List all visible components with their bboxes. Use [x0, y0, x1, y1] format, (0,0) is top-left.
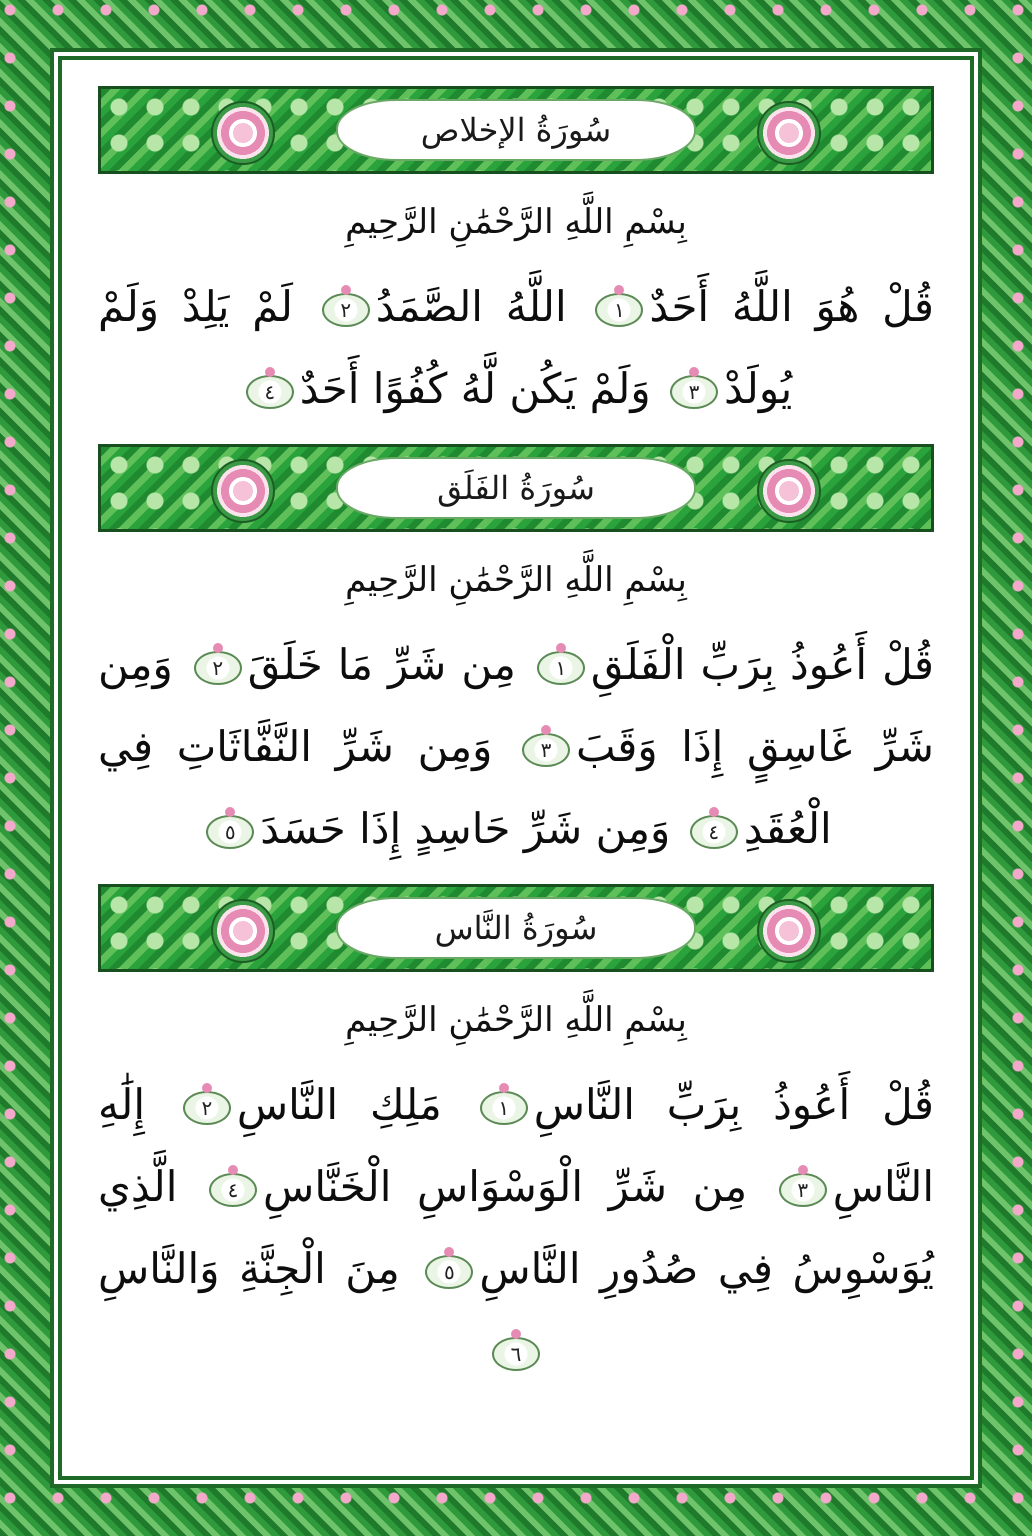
- verse-text: وَمِن شَرِّ غَاسِقٍ إِذَا وَقَبَ: [98, 640, 934, 771]
- ayah-number-marker: ٤: [209, 1173, 257, 1207]
- verse-block: [98, 1064, 934, 1392]
- text-frame: [58, 56, 974, 1480]
- ayah-number-marker: ٦: [492, 1337, 540, 1371]
- verse-text: مَلِكِ النَّاسِ: [236, 1080, 442, 1129]
- surah-header-banner: [98, 444, 934, 532]
- verse-text: إِلَٰهِ النَّاسِ: [98, 1080, 934, 1211]
- basmala: بِسْمِ اللَّهِ الرَّحْمَٰنِ الرَّحِيمِ: [345, 560, 687, 600]
- ayah-number-marker: ٣: [670, 375, 718, 409]
- verse-text: لَمْ يَلِدْ وَلَمْ يُولَدْ: [98, 282, 793, 413]
- ayah-number-marker: ١: [480, 1091, 528, 1125]
- verse-text: قُلْ أَعُوذُ بِرَبِّ النَّاسِ: [533, 1080, 935, 1129]
- rosette-ornament: [211, 899, 275, 963]
- verse-text: مِن شَرِّ الْوَسْوَاسِ الْخَنَّاسِ: [263, 1162, 748, 1211]
- basmala: بِسْمِ اللَّهِ الرَّحْمَٰنِ الرَّحِيمِ: [345, 202, 687, 242]
- verse-text: وَمِن شَرِّ حَاسِدٍ إِذَا حَسَدَ: [260, 804, 671, 853]
- ayah-number-marker: ٣: [779, 1173, 827, 1207]
- surah-header-banner: [98, 86, 934, 174]
- verse-text: مِن شَرِّ مَا خَلَقَ: [247, 640, 516, 689]
- ayah-number-marker: ٥: [206, 815, 254, 849]
- verse-text: اللَّهُ الصَّمَدُ: [375, 282, 567, 331]
- rosette-ornament: [757, 459, 821, 523]
- surah-title: سُورَةُ الإخلاص: [336, 99, 696, 161]
- verse-text: الَّذِي يُوَسْوِسُ فِي صُدُورِ النَّاسِ: [98, 1162, 934, 1293]
- verse-text: مِنَ الْجِنَّةِ وَالنَّاسِ: [98, 1244, 400, 1293]
- ayah-number-marker: ٤: [246, 375, 294, 409]
- ayah-number-marker: ٢: [194, 651, 242, 685]
- ayah-number-marker: ٤: [690, 815, 738, 849]
- verse-text: قُلْ هُوَ اللَّهُ أَحَدٌ: [649, 282, 935, 331]
- rosette-ornament: [757, 899, 821, 963]
- surah-title: سُورَةُ الفَلَق: [336, 457, 696, 519]
- verse-text: وَلَمْ يَكُن لَّهُ كُفُوًا أَحَدٌ: [299, 364, 651, 413]
- rosette-ornament: [211, 101, 275, 165]
- surah-ikhlas: [98, 86, 934, 430]
- surah-header-banner: [98, 884, 934, 972]
- ayah-number-marker: ١: [595, 293, 643, 327]
- verse-text: قُلْ أَعُوذُ بِرَبِّ الْفَلَقِ: [590, 640, 934, 689]
- ayah-number-marker: ١: [537, 651, 585, 685]
- verse-text: وَمِن شَرِّ النَّفَّاثَاتِ فِي الْعُقَدِ: [98, 722, 832, 853]
- rosette-ornament: [211, 459, 275, 523]
- verse-block: [98, 624, 934, 870]
- ayah-number-marker: ٢: [183, 1091, 231, 1125]
- ayah-number-marker: ٣: [522, 733, 570, 767]
- ayah-number-marker: ٥: [425, 1255, 473, 1289]
- surah-nas: [98, 884, 934, 1392]
- verse-block: [98, 266, 934, 430]
- surah-title: سُورَةُ النَّاس: [336, 897, 696, 959]
- rosette-ornament: [757, 101, 821, 165]
- basmala: بِسْمِ اللَّهِ الرَّحْمَٰنِ الرَّحِيمِ: [345, 1000, 687, 1040]
- ayah-number-marker: ٢: [322, 293, 370, 327]
- surah-falaq: [98, 444, 934, 870]
